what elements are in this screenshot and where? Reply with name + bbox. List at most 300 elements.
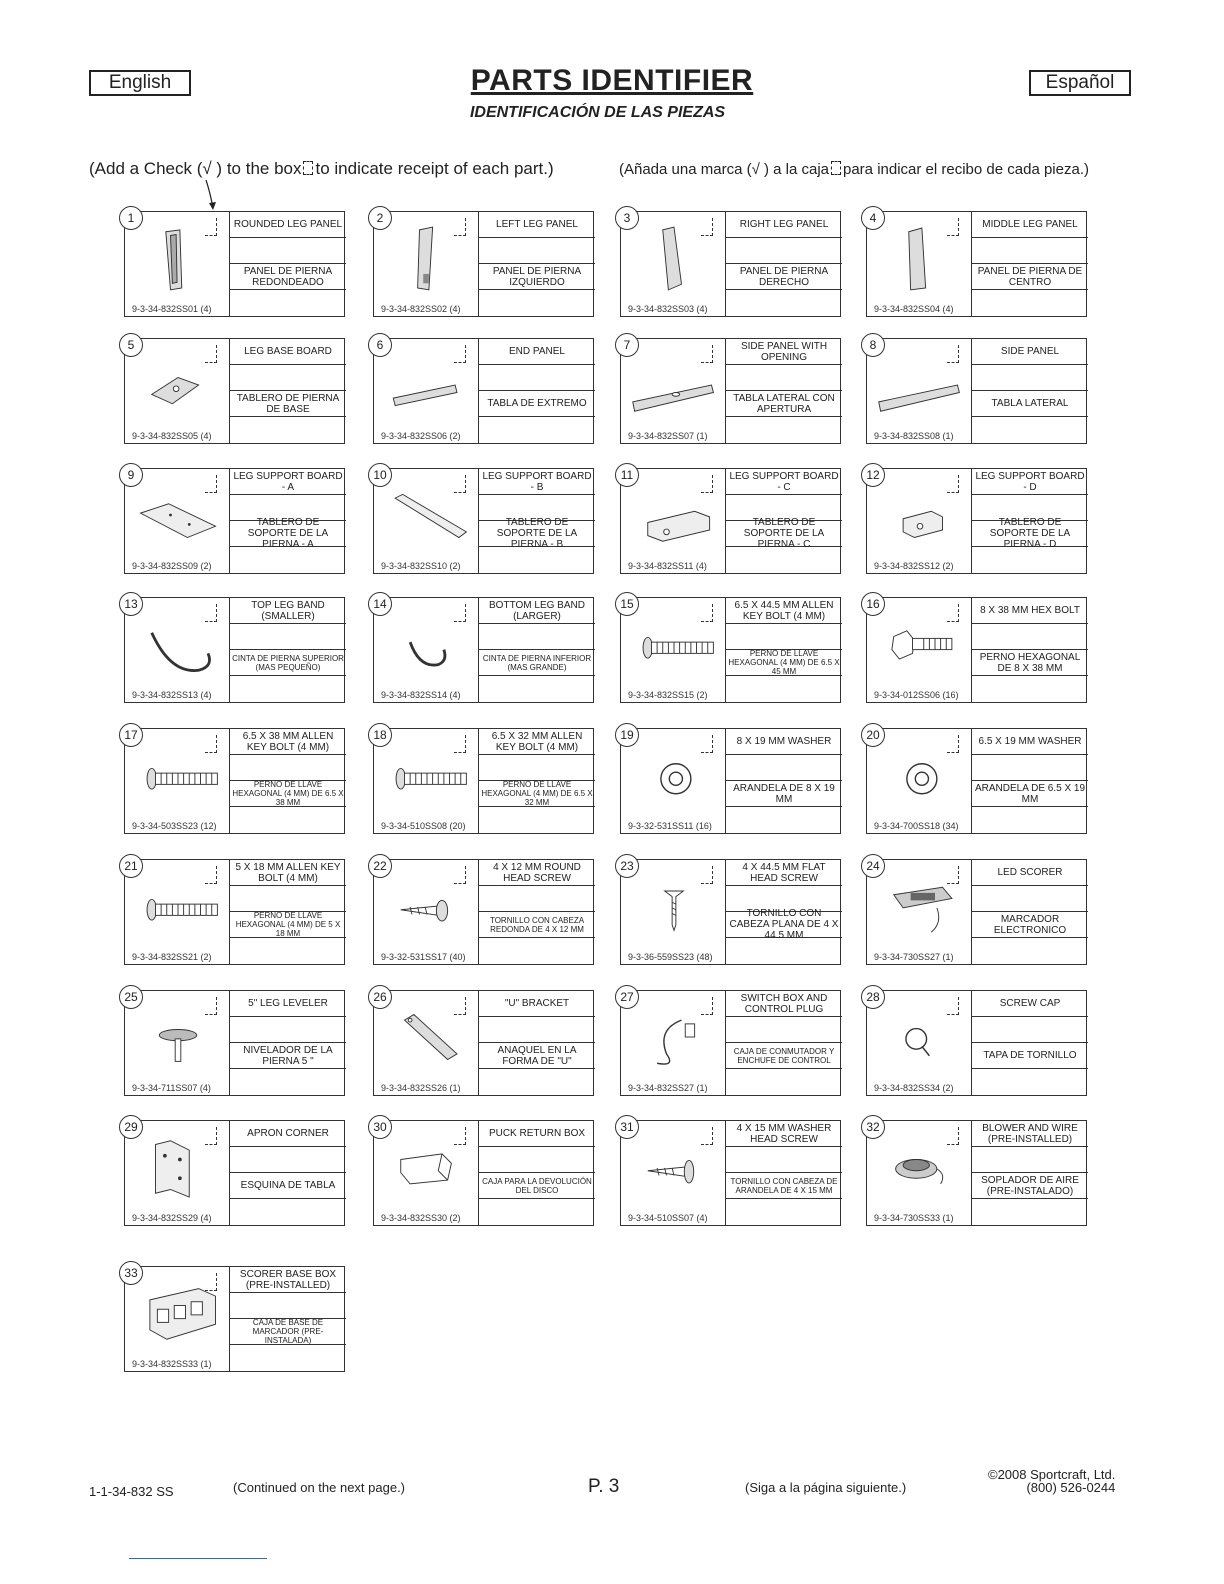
part-name-spanish: TABLA DE EXTREMO <box>479 391 595 417</box>
part-card <box>866 597 1087 703</box>
part-name-spanish: TABLERO DE PIERNA DE BASE <box>230 391 346 417</box>
page-title: PARTS IDENTIFIER <box>470 64 754 97</box>
part-number: 27 <box>615 985 639 1009</box>
blank-row <box>726 938 842 964</box>
washer-icon <box>875 739 965 811</box>
part-labels <box>971 729 1088 833</box>
part-card <box>866 211 1087 317</box>
part-code: 9-3-34-832SS21 (2) <box>132 952 212 962</box>
blank-row <box>230 676 346 702</box>
part-number: 23 <box>615 854 639 878</box>
part-card <box>124 1120 345 1226</box>
part-number: 25 <box>119 985 143 1009</box>
part-number: 21 <box>119 854 143 878</box>
part-labels <box>971 1121 1088 1225</box>
blank-row <box>726 290 842 316</box>
part-card <box>124 597 345 703</box>
part-code: 9-3-34-832SS03 (4) <box>628 304 708 314</box>
copyright: ©2008 Sportcraft, Ltd. <box>988 1467 1116 1482</box>
part-number: 30 <box>368 1115 392 1139</box>
blank-row <box>230 624 346 650</box>
page-number: P. 3 <box>588 1476 620 1497</box>
blank-row <box>230 938 346 964</box>
part-name-english: SIDE PANEL WITH OPENING <box>726 339 842 365</box>
part-card <box>620 859 841 965</box>
part-number: 15 <box>615 592 639 616</box>
part-name-english: 8 X 19 MM WASHER <box>726 729 842 755</box>
part-number: 4 <box>861 206 885 230</box>
screw-cap-icon <box>875 1001 965 1073</box>
part-name-english: ROUNDED LEG PANEL <box>230 212 346 238</box>
part-name-spanish: ESQUINA DE TABLA <box>230 1173 346 1199</box>
blank-row <box>230 1069 346 1095</box>
rounded-leg-panel-icon <box>133 222 223 294</box>
part-labels <box>725 469 842 573</box>
part-name-spanish: PANEL DE PIERNA IZQUIERDO <box>479 264 595 290</box>
part-labels <box>478 212 595 316</box>
washer-icon <box>629 739 719 811</box>
part-labels <box>229 1121 346 1225</box>
part-number: 26 <box>368 985 392 1009</box>
part-card <box>620 728 841 834</box>
part-name-english: SWITCH BOX AND CONTROL PLUG <box>726 991 842 1017</box>
part-card <box>124 338 345 444</box>
blank-row <box>479 676 595 702</box>
blank-row <box>726 676 842 702</box>
blank-row <box>479 938 595 964</box>
part-card <box>620 1120 841 1226</box>
leg-leveler-icon <box>133 1001 223 1073</box>
part-card <box>373 990 594 1096</box>
part-name-spanish: TABLERO DE SOPORTE DE LA PIERNA - D <box>972 521 1088 547</box>
checkbox-sample-icon <box>831 161 841 175</box>
switch-box-icon <box>629 1001 719 1073</box>
part-card <box>373 859 594 965</box>
part-card <box>373 338 594 444</box>
part-name-english: 4 X 12 MM ROUND HEAD SCREW <box>479 860 595 886</box>
blank-row <box>726 755 842 781</box>
blank-row <box>726 238 842 264</box>
part-labels <box>229 860 346 964</box>
part-name-english: 4 X 44.5 MM FLAT HEAD SCREW <box>726 860 842 886</box>
part-card <box>124 1266 345 1372</box>
part-number: 5 <box>119 333 143 357</box>
blank-row <box>230 417 346 443</box>
part-labels <box>478 991 595 1095</box>
part-name-english: 8 X 38 MM HEX BOLT <box>972 598 1088 624</box>
blank-row <box>479 624 595 650</box>
blank-row <box>972 624 1088 650</box>
round-head-screw-icon <box>382 870 472 942</box>
part-name-spanish: TORNILLO CON CABEZA REDONDA DE 4 X 12 MM <box>479 912 595 938</box>
part-card <box>124 468 345 574</box>
end-panel-icon <box>382 349 472 421</box>
led-scorer-icon <box>875 870 965 942</box>
blank-row <box>479 807 595 833</box>
part-labels <box>725 339 842 443</box>
part-labels <box>478 598 595 702</box>
part-labels <box>725 991 842 1095</box>
part-code: 9-3-34-832SS05 (4) <box>132 431 212 441</box>
part-number: 13 <box>119 592 143 616</box>
blank-row <box>726 624 842 650</box>
part-code: 9-3-34-832SS07 (1) <box>628 431 708 441</box>
part-code: 9-3-34-012SS06 (16) <box>874 690 959 700</box>
part-name-spanish: CAJA DE CONMUTADOR Y ENCHUFE DE CONTROL <box>726 1043 842 1069</box>
part-number: 9 <box>119 463 143 487</box>
part-card <box>620 211 841 317</box>
blank-row <box>230 1293 346 1319</box>
part-name-english: LEG BASE BOARD <box>230 339 346 365</box>
espanol-label: Español <box>1029 70 1131 96</box>
blank-row <box>479 1069 595 1095</box>
blank-row <box>972 807 1088 833</box>
leg-base-board-icon <box>133 349 223 421</box>
part-name-english: 6.5 X 44.5 MM ALLEN KEY BOLT (4 MM) <box>726 598 842 624</box>
part-name-english: 4 X 15 MM WASHER HEAD SCREW <box>726 1121 842 1147</box>
blank-row <box>479 755 595 781</box>
part-number: 28 <box>861 985 885 1009</box>
part-code: 9-3-34-510SS08 (20) <box>381 821 466 831</box>
blank-row <box>479 238 595 264</box>
part-code: 9-3-34-730SS27 (1) <box>874 952 954 962</box>
part-code: 9-3-34-832SS27 (1) <box>628 1083 708 1093</box>
blank-row <box>230 886 346 912</box>
part-name-english: 5 X 18 MM ALLEN KEY BOLT (4 MM) <box>230 860 346 886</box>
part-number: 29 <box>119 1115 143 1139</box>
part-card <box>866 728 1087 834</box>
part-name-spanish: TABLERO DE SOPORTE DE LA PIERNA - A <box>230 521 346 547</box>
part-labels <box>971 212 1088 316</box>
part-card <box>866 859 1087 965</box>
part-name-spanish: PERNO DE LLAVE HEXAGONAL (4 MM) DE 6.5 X 45 MM <box>726 650 842 676</box>
part-name-english: 6.5 X 19 MM WASHER <box>972 729 1088 755</box>
part-card <box>373 1120 594 1226</box>
part-number: 31 <box>615 1115 639 1139</box>
part-code: 9-3-34-832SS09 (2) <box>132 561 212 571</box>
blank-row <box>972 290 1088 316</box>
part-name-english: 6.5 X 32 MM ALLEN KEY BOLT (4 MM) <box>479 729 595 755</box>
arrow-icon <box>200 178 230 214</box>
part-card <box>866 1120 1087 1226</box>
part-labels <box>971 598 1088 702</box>
allen-key-bolt-icon <box>133 739 223 811</box>
part-number: 6 <box>368 333 392 357</box>
part-name-spanish: PERNO DE LLAVE HEXAGONAL (4 MM) DE 5 X 18 MM <box>230 912 346 938</box>
part-name-spanish: PANEL DE PIERNA REDONDEADO <box>230 264 346 290</box>
part-labels <box>478 860 595 964</box>
apron-corner-icon <box>133 1131 223 1203</box>
blank-row <box>230 1345 346 1371</box>
blank-row <box>230 290 346 316</box>
part-code: 9-3-34-832SS06 (2) <box>381 431 461 441</box>
part-labels <box>229 212 346 316</box>
leg-support-board-d-icon <box>875 479 965 551</box>
leg-support-board-a-icon <box>133 479 223 551</box>
part-code: 9-3-34-832SS26 (1) <box>381 1083 461 1093</box>
part-name-english: END PANEL <box>479 339 595 365</box>
part-name-spanish: TORNILLO CON CABEZA PLANA DE 4 X 44.5 MM <box>726 912 842 938</box>
part-name-spanish: PERNO DE LLAVE HEXAGONAL (4 MM) DE 6.5 X 38 MM <box>230 781 346 807</box>
washer-head-screw-icon <box>629 1131 719 1203</box>
part-code: 9-3-34-832SS10 (2) <box>381 561 461 571</box>
part-name-spanish: TAPA DE TORNILLO <box>972 1043 1088 1069</box>
part-code: 9-3-34-832SS29 (4) <box>132 1213 212 1223</box>
blank-row <box>230 755 346 781</box>
part-code: 9-3-32-531SS11 (16) <box>628 821 712 831</box>
blower-icon <box>875 1131 965 1203</box>
part-name-english: SCREW CAP <box>972 991 1088 1017</box>
allen-key-bolt-icon <box>629 608 719 680</box>
part-number: 14 <box>368 592 392 616</box>
part-labels <box>478 469 595 573</box>
part-card <box>373 728 594 834</box>
allen-key-bolt-icon <box>133 870 223 942</box>
part-name-spanish: PANEL DE PIERNA DE CENTRO <box>972 264 1088 290</box>
blank-row <box>479 417 595 443</box>
part-code: 9-3-34-832SS02 (4) <box>381 304 461 314</box>
blank-row <box>479 547 595 573</box>
part-number: 3 <box>615 206 639 230</box>
part-code: 9-3-34-832SS04 (4) <box>874 304 954 314</box>
part-labels <box>971 469 1088 573</box>
part-number: 10 <box>368 463 392 487</box>
blank-row <box>972 938 1088 964</box>
puck-return-box-icon <box>382 1131 472 1203</box>
blank-row <box>972 1017 1088 1043</box>
part-name-spanish: PERNO DE LLAVE HEXAGONAL (4 MM) DE 6.5 X 32 MM <box>479 781 595 807</box>
part-name-spanish: ARANDELA DE 8 X 19 MM <box>726 781 842 807</box>
part-labels <box>229 598 346 702</box>
part-name-english: BLOWER AND WIRE (PRE-INSTALLED) <box>972 1121 1088 1147</box>
document-code: 1-1-34-832 SS <box>89 1484 174 1499</box>
part-code: 9-3-34-832SS13 (4) <box>132 690 212 700</box>
part-code: 9-3-34-832SS34 (2) <box>874 1083 954 1093</box>
blank-row <box>479 365 595 391</box>
part-name-english: 5" LEG LEVELER <box>230 991 346 1017</box>
blank-row <box>972 547 1088 573</box>
part-name-english: SIDE PANEL <box>972 339 1088 365</box>
part-card <box>866 468 1087 574</box>
part-name-spanish: CAJA DE BASE DE MARCADOR (PRE-INSTALADA) <box>230 1319 346 1345</box>
part-code: 9-3-34-711SS07 (4) <box>132 1083 211 1093</box>
right-leg-panel-icon <box>629 222 719 294</box>
part-card <box>124 211 345 317</box>
part-number: 2 <box>368 206 392 230</box>
phone-number: (800) 526-0244 <box>1026 1480 1116 1495</box>
part-number: 7 <box>615 333 639 357</box>
part-number: 19 <box>615 723 639 747</box>
part-name-english: LEFT LEG PANEL <box>479 212 595 238</box>
blank-row <box>726 807 842 833</box>
blank-row <box>230 1147 346 1173</box>
part-code: 9-3-34-832SS14 (4) <box>381 690 461 700</box>
part-card <box>866 990 1087 1096</box>
blank-row <box>230 1017 346 1043</box>
page-subtitle: IDENTIFICACIÓN DE LAS PIEZAS <box>469 104 726 121</box>
footer-link-line <box>129 1558 267 1559</box>
blank-row <box>726 365 842 391</box>
part-name-english: LEG SUPPORT BOARD - C <box>726 469 842 495</box>
part-name-english: LEG SUPPORT BOARD - B <box>479 469 595 495</box>
part-code: 9-3-34-832SS12 (2) <box>874 561 954 571</box>
part-name-spanish: PANEL DE PIERNA DERECHO <box>726 264 842 290</box>
part-number: 17 <box>119 723 143 747</box>
blank-row <box>726 1199 842 1225</box>
blank-row <box>972 1147 1088 1173</box>
blank-row <box>972 886 1088 912</box>
blank-row <box>726 1069 842 1095</box>
flat-head-screw-icon <box>629 870 719 942</box>
part-name-spanish: TORNILLO CON CABEZA DE ARANDELA DE 4 X 15 MM <box>726 1173 842 1199</box>
part-code: 9-3-34-832SS33 (1) <box>132 1359 212 1369</box>
part-name-english: LEG SUPPORT BOARD - A <box>230 469 346 495</box>
blank-row <box>230 547 346 573</box>
part-name-spanish: CAJA PARA LA DEVOLUCIÓN DEL DISCO <box>479 1173 595 1199</box>
blank-row <box>972 365 1088 391</box>
blank-row <box>479 290 595 316</box>
part-code: 9-3-34-832SS11 (4) <box>628 561 707 571</box>
part-number: 18 <box>368 723 392 747</box>
part-code: 9-3-34-832SS01 (4) <box>132 304 212 314</box>
part-name-spanish: TABLA LATERAL CON APERTURA <box>726 391 842 417</box>
part-number: 33 <box>119 1261 143 1285</box>
part-name-english: "U" BRACKET <box>479 991 595 1017</box>
part-labels <box>229 729 346 833</box>
part-name-english: 6.5 X 38 MM ALLEN KEY BOLT (4 MM) <box>230 729 346 755</box>
part-name-spanish: TABLERO DE SOPORTE DE LA PIERNA - C <box>726 521 842 547</box>
part-card <box>124 859 345 965</box>
blank-row <box>726 1147 842 1173</box>
part-name-spanish: TABLERO DE SOPORTE DE LA PIERNA - B <box>479 521 595 547</box>
part-code: 9-3-34-700SS18 (34) <box>874 821 959 831</box>
blank-row <box>479 1147 595 1173</box>
blank-row <box>972 417 1088 443</box>
part-card <box>620 468 841 574</box>
blank-row <box>972 1199 1088 1225</box>
part-labels <box>971 860 1088 964</box>
part-labels <box>229 469 346 573</box>
side-panel-opening-icon <box>629 349 719 421</box>
part-name-spanish: MARCADOR ELECTRONICO <box>972 912 1088 938</box>
part-card <box>620 338 841 444</box>
top-leg-band-icon <box>133 608 223 680</box>
instructions-spanish: (Añada una marca (√ ) a la caja para indicar el recibo de cada pieza.) <box>619 161 1089 178</box>
middle-leg-panel-icon <box>875 222 965 294</box>
side-panel-icon <box>875 349 965 421</box>
part-name-spanish: CINTA DE PIERNA SUPERIOR (MAS PEQUEÑO) <box>230 650 346 676</box>
bottom-leg-band-icon <box>382 608 472 680</box>
part-number: 8 <box>861 333 885 357</box>
part-code: 9-3-34-832SS15 (2) <box>628 690 708 700</box>
part-labels <box>229 991 346 1095</box>
blank-row <box>479 1199 595 1225</box>
part-name-spanish: TABLA LATERAL <box>972 391 1088 417</box>
part-labels <box>229 1267 346 1371</box>
part-labels <box>229 339 346 443</box>
hex-bolt-icon <box>875 608 965 680</box>
blank-row <box>230 807 346 833</box>
part-number: 11 <box>615 463 639 487</box>
part-labels <box>725 598 842 702</box>
part-code: 9-3-34-832SS30 (2) <box>381 1213 461 1223</box>
part-code: 9-3-32-531SS17 (40) <box>381 952 466 962</box>
blank-row <box>726 417 842 443</box>
part-code: 9-3-36-559SS23 (48) <box>628 952 713 962</box>
part-card <box>373 468 594 574</box>
part-name-spanish: ARANDELA DE 6.5 X 19 MM <box>972 781 1088 807</box>
part-name-english: TOP LEG BAND (SMALLER) <box>230 598 346 624</box>
blank-row <box>972 238 1088 264</box>
part-card <box>373 211 594 317</box>
blank-row <box>726 1017 842 1043</box>
part-name-english: BOTTOM LEG BAND (LARGER) <box>479 598 595 624</box>
part-number: 32 <box>861 1115 885 1139</box>
leg-support-board-c-icon <box>629 479 719 551</box>
u-bracket-icon <box>382 1001 472 1073</box>
left-leg-panel-icon <box>382 222 472 294</box>
continued-note: (Continued on the next page.) <box>233 1480 406 1495</box>
part-card <box>373 597 594 703</box>
part-card <box>124 990 345 1096</box>
part-labels <box>478 729 595 833</box>
blank-row <box>479 886 595 912</box>
scorer-base-box-icon <box>133 1277 223 1349</box>
part-card <box>866 338 1087 444</box>
instructions-english: (Add a Check (√ ) to the box to indicate receipt of each part.) <box>89 159 554 178</box>
blank-row <box>230 1199 346 1225</box>
siga-note: (Siga a la página siguiente.) <box>745 1480 907 1495</box>
part-number: 1 <box>119 206 143 230</box>
part-number: 20 <box>861 723 885 747</box>
part-labels <box>478 1121 595 1225</box>
english-label: English <box>89 70 191 96</box>
part-code: 9-3-34-510SS07 (4) <box>628 1213 708 1223</box>
blank-row <box>972 755 1088 781</box>
part-code: 9-3-34-832SS08 (1) <box>874 431 954 441</box>
part-card <box>124 728 345 834</box>
part-name-english: LEG SUPPORT BOARD - D <box>972 469 1088 495</box>
part-name-english: SCORER BASE BOX (PRE-INSTALLED) <box>230 1267 346 1293</box>
part-labels <box>478 339 595 443</box>
part-name-english: APRON CORNER <box>230 1121 346 1147</box>
part-name-english: MIDDLE LEG PANEL <box>972 212 1088 238</box>
blank-row <box>972 676 1088 702</box>
leg-support-board-b-icon <box>382 479 472 551</box>
part-labels <box>971 339 1088 443</box>
part-card <box>620 597 841 703</box>
part-labels <box>725 860 842 964</box>
blank-row <box>230 238 346 264</box>
blank-row <box>972 1069 1088 1095</box>
checkbox-sample-icon <box>303 161 313 175</box>
part-name-spanish: SOPLADOR DE AIRE (PRE-INSTALADO) <box>972 1173 1088 1199</box>
part-name-spanish: PERNO HEXAGONAL DE 8 X 38 MM <box>972 650 1088 676</box>
part-card <box>620 990 841 1096</box>
blank-row <box>726 547 842 573</box>
blank-row <box>479 1017 595 1043</box>
allen-key-bolt-icon <box>382 739 472 811</box>
part-labels <box>725 729 842 833</box>
part-number: 24 <box>861 854 885 878</box>
part-name-spanish: ANAQUEL EN LA FORMA DE "U" <box>479 1043 595 1069</box>
part-name-english: RIGHT LEG PANEL <box>726 212 842 238</box>
part-number: 22 <box>368 854 392 878</box>
part-name-english: LED SCORER <box>972 860 1088 886</box>
part-name-english: PUCK RETURN BOX <box>479 1121 595 1147</box>
part-name-spanish: CINTA DE PIERNA INFERIOR (MAS GRANDE) <box>479 650 595 676</box>
part-number: 12 <box>861 463 885 487</box>
